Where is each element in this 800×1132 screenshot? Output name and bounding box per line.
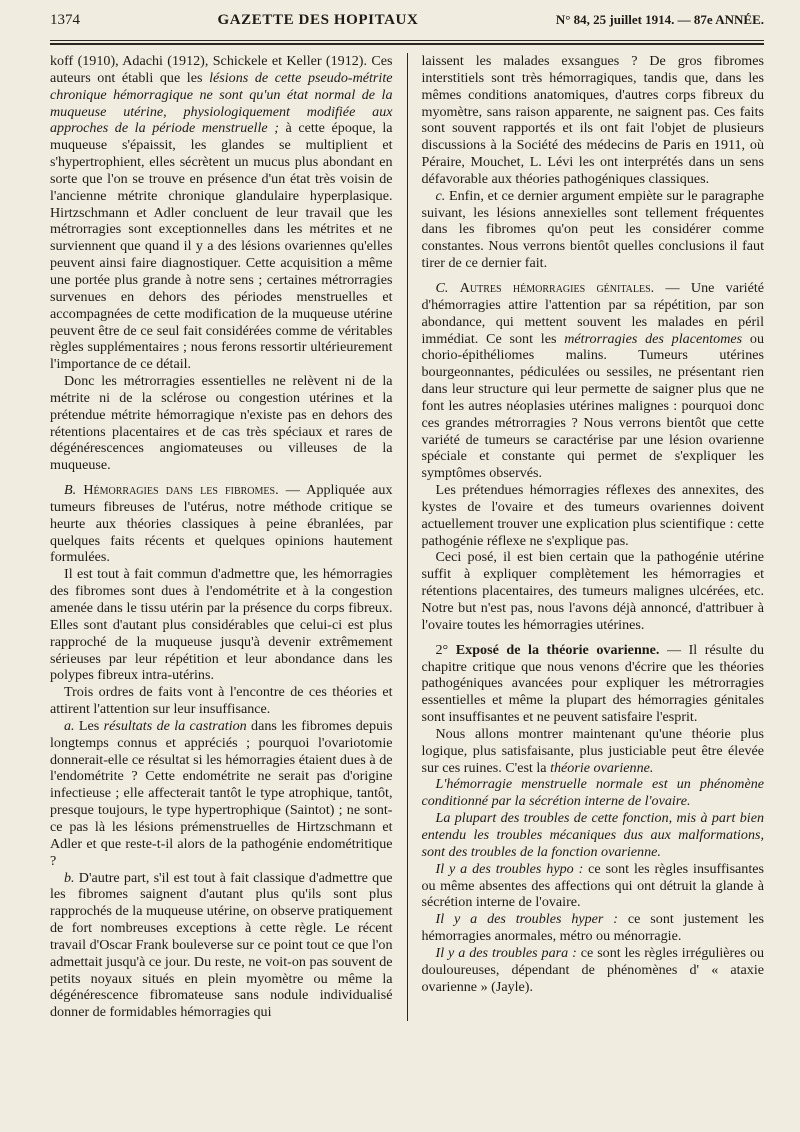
running-header [50,12,764,36]
section-heading-2: 2° Exposé de la théorie ovarienne. — Il résulte du chapitre critique que nous venons d'écrire que les théories pathogéniques avancées pour expliquer les métrorragies essentielles et même la plupart des hémorragies génitales sont insuffisantes et ne peuvent satisfaire l'esprit. [421,641,765,726]
paragraph: La plupart des troubles de cette fonction, mis à part bien entendu les troubles mécaniques dus aux malformations, sont des troubles de la fonction ovarienne. [421,810,765,860]
paragraph: Il y a des troubles hypo : ce sont les règles insuffisantes ou même absentes des affections qui ont détruit la glande à sécrétion interne de l'ovaire. [421,860,765,911]
paragraph: Trois ordres de faits vont à l'encontre de ces théories et attirent l'attention sur leur insuffisance. [50,684,393,718]
text-columns [50,53,764,1021]
issue-info: N° 84, 25 juillet 1914. — 87e ANNÉE. [555,12,764,27]
paragraph: Donc les métrorragies essentielles ne relèvent ni de la métrite ni de la sclérose ou congestion utérines et la prétendue métrite hémorragique n'existe pas en dehors des rétentions placentaires et de cas très spéciaux et rares de dégénérescences angiomateuses ou villeuses de la muqueuse. [50,373,393,474]
section-heading-c: C. Autres hémorragies génitales. — Une variété d'hémorragies attire l'attention par sa répétition, par son abondance, qui mettent souvent les malades en péril immédiat. Ce sont les métrorragies des placentomes ou chorio-épithéliomes malins. Tumeurs utérines bourgeonnantes, pédiculées ou sessiles, ne présentant rien dans leur structure qui leur permette de saigner plus que ne font les autres néoplasies utérines malignes : pourquoi donc ces grandes métrorragies ? Nous verrons bientôt que cette variété de tumeurs se caractérise par une lésion ovarienne spéciale et constante qui permet de s'expliquer les symptômes observés. [421,279,765,482]
right-column [422,53,765,1021]
paragraph: laissent les malades exsangues ? De gros fibromes interstitiels sont très hémorragiques, tandis que, dans les mêmes conditions anatomiques, d'autres corps fibreux du myomètre, sans raison apparente, ne saignent pas. Ces faits sont souvent rapportés et ils ont fait l'objet de plusieurs discussions à la Société des médecins de Paris en 1911, où Péraire, Mouchet, L. Lévi les ont interprétés dans un sens défavorable aux théories pathogéniques classiques. [421,53,765,187]
paragraph: koff (1910), Adachi (1912), Schickele et Keller (1912). Ces auteurs ont établi que les lésions de cette pseudo-métrite chronique hémorragique ne sont qu'un état normal de la muqueuse utérine, physiologiquement modifiée aux approches de la période menstruelle ; à cette époque, la muqueuse s'épaissit, les glandes se multiplient et s'hypertrophient, elles sécrètent un mucus plus abondant en sorte que l'on se trouve en présence d'un état très voisin de l'ancienne métrite chronique glandulaire hyperplasique. Hirtzschmann et Adler concluent de leur travail que les métrorragies sont exceptionnelles dans les métrites et ne surviennent que quand il y a des lésions ovariennes qu'elles peuvent ainsi faire diagnostiquer. Cette acquisition a même une portée plus grande à notre sens ; certaines métrorragies survenues en dehors des périodes menstruelles et accompagnées de cette modification de la muqueuse utérine peuvent être de ce seul fait considérées comme de véritables règles supplémentaires ; nous ferons ressortir ultérieurement l'importance de ce détail. [50,53,393,373]
header-rule [50,40,764,41]
paragraph: Nous allons montrer maintenant qu'une théorie plus logique, plus satisfaisante, plus justiciable peut être élevée sur ces ruines. C'est la théorie ovarienne. [421,725,765,776]
header-rule-thick [50,43,764,45]
paragraph: Il est tout à fait commun d'admettre que, les hémorragies des fibromes sont dues à l'endométrite et à la congestion amenée dans le tissu utérin par la présence du corps fibreux. Elles sont d'autant plus considérables que celui-ci est plus rapproché de la muqueuse jusqu'à devenir extrêmement sérieuses par leur répétition et leur abondance dans les polypes fibreux intra-utérins. [50,566,393,684]
column-divider [407,53,408,1021]
paragraph: b. D'autre part, s'il est tout à fait classique d'admettre que les fibromes saignent d'autant plus qu'ils sont plus rapprochés de la muqueuse utérine, on observe pratiquement de fort nombreuses exceptions à cette règle. Le récent travail d'Oscar Frank bouleverse sur ce point tout ce que l'on admettait jusqu'à ce jour. Du reste, ne voit-on pas souvent de petits noyaux situés en plein myomètre ou même la dégénérescence fibromateuse sans nodule individualisé donner de formidables hémorragies qui [50,869,393,1021]
journal-title: GAZETTE DES HOPITAUX [217,12,419,28]
left-column [50,53,393,1021]
paragraph: Il y a des troubles hyper : ce sont justement les hémorragies anormales, métro ou ménorragie. [421,911,765,945]
paragraph: c. Enfin, et ce dernier argument empiète sur le paragraphe suivant, les lésions annexielles sont tellement fréquentes dans les fibromes qu'on peut les considérer comme constantes. Nous verrons bientôt quelles conclusions il faut tirer de ce dernier fait. [421,187,765,272]
paragraph: L'hémorragie menstruelle normale est un phénomène conditionné par la sécrétion interne de l'ovaire. [421,776,765,810]
paragraph: Il y a des troubles para : ce sont les règles irrégulières ou douloureuses, dépendant de phénomènes d' « ataxie ovarienne » (Jayle). [421,944,765,995]
paragraph: Ceci posé, il est bien certain que la pathogénie utérine suffit à expliquer complètement les hémorragies et rétentions placentaires, des tumeurs malignes ulcérées, etc. Notre but n'est pas, nous l'avons déjà annoncé, d'attribuer à l'ovaire toutes les hémorragies utérines. [421,549,765,633]
page-number: 1374 [50,12,80,28]
paragraph: Les prétendues hémorragies réflexes des annexites, des kystes de l'ovaire et des tumeurs ovariennes doivent actuellement trouver une explication plus scientifique : cette pathogénie réflexe ne s'explique pas. [421,482,765,549]
section-heading-b: B. Hémorragies dans les fibromes. — Appliquée aux tumeurs fibreuses de l'utérus, notre méthode critique se heurte aux théories classiques à peine ébranlées, par quelques faits récents et quelques opinions hautement formulées. [50,482,393,566]
paragraph: a. Les résultats de la castration dans les fibromes depuis longtemps connus et appréciés ; pourquoi l'ovariotomie donnerait-elle ce résultat si les hémorragies étaient dues à de l'endométrite ? Cette endométrite ne serait pas d'origine infectieuse ; elle affecterait tantôt le type atrophique, tantôt, presque toujours, le type hypertrophique (Saintot) ; ne sont-ce pas là les lésions prémenstruelles de Hirtzschmann et Adler et que reste-t-il alors de la pathogénie endométritique ? [50,717,393,869]
